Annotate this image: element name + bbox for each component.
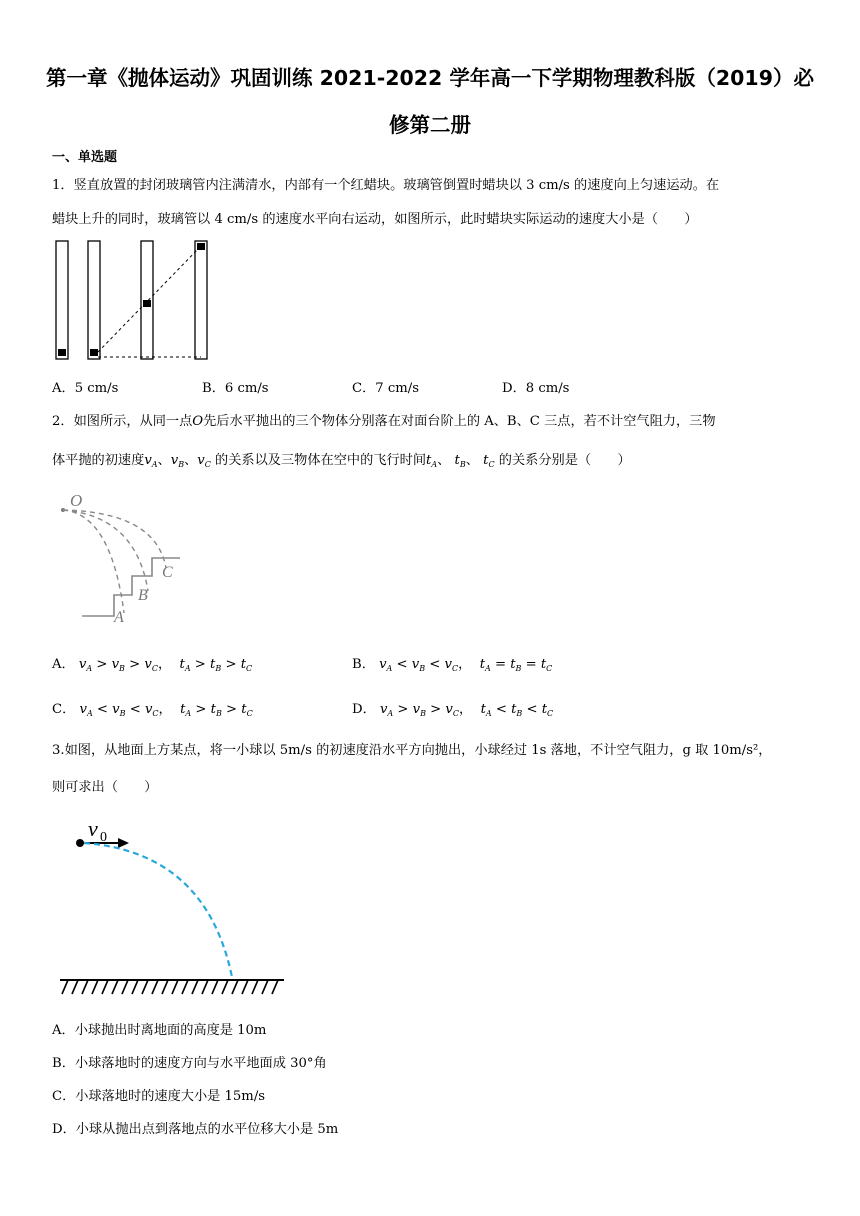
q3-text-line1: 3.如图，从地面上方某点，将一小球以 5m/s 的初速度沿水平方向抛出，小球经过 1s 落地，不计空气阻力，g 取 10m/s²， — [52, 743, 772, 758]
svg-text:v: v — [88, 816, 98, 841]
q2-option-c[interactable]: C． $v_A < v_B < v_C$， $t_A > t_B > t_C$ — [52, 702, 253, 718]
q1-option-c[interactable]: C．7 cm/s — [352, 381, 419, 396]
q3-option-d[interactable]: D．小球从抛出点到落地点的水平位移大小是 5m — [52, 1122, 339, 1137]
q1-option-d[interactable]: D．8 cm/s — [502, 381, 570, 396]
q2-option-a[interactable]: A． $v_A > v_B > v_C$， $t_A > t_B > t_C$ — [52, 657, 253, 673]
q2-option-b[interactable]: B． $v_A < v_B < v_C$， $t_A = t_B = t_C$ — [352, 657, 553, 673]
q3-option-b[interactable]: B．小球落地时的速度方向与水平地面成 30°角 — [52, 1056, 327, 1071]
doc-title-line1: 第一章《抛体运动》巩固训练 2021-2022 学年高一下学期物理教科版（2019）必 — [46, 66, 814, 90]
q3-figure-projectile — [56, 812, 292, 1002]
q2-option-d[interactable]: D． $v_A > v_B > v_C$， $t_A < t_B < t_C$ — [352, 702, 554, 718]
label-c: C — [162, 564, 173, 581]
q3-text-line2: 则可求出（ ） — [52, 780, 158, 795]
label-o: O — [70, 491, 83, 510]
svg-text:0: 0 — [100, 830, 107, 845]
doc-title-line2: 修第二册 — [389, 113, 471, 137]
section-heading: 一、单选题 — [52, 150, 118, 165]
q1-text-line1: 1．竖直放置的封闭玻璃管内注满清水，内部有一个红蜡块。玻璃管倒置时蜡块以 3 cm/s 的速度向上匀速运动。在 — [52, 178, 720, 193]
q1-figure-tubes — [52, 238, 222, 364]
label-a: A — [114, 609, 124, 626]
q2-text-line2: 体平抛的初速度$v_A$、$v_B$、$v_C$ 的关系以及三物体在空中的飞行时间$t_A$、 $t_B$、 $t_C$ 的关系分别是（ ） — [52, 453, 631, 469]
label-b: B — [138, 587, 148, 604]
q1-option-a[interactable]: A．5 cm/s — [52, 381, 119, 396]
q2-figure-steps — [56, 486, 192, 626]
q1-text-line2: 蜡块上升的同时，玻璃管以 4 cm/s 的速度水平向右运动，如图所示，此时蜡块实际运动的速度大小是（ ） — [52, 212, 698, 227]
q3-option-a[interactable]: A．小球抛出时离地面的高度是 10m — [52, 1023, 267, 1038]
q3-option-c[interactable]: C．小球落地时的速度大小是 15m/s — [52, 1089, 266, 1104]
q2-text-line1: 2．如图所示，从同一点O先后水平抛出的三个物体分别落在对面台阶上的 A、B、C 三点，若不计空气阻力，三物 — [52, 414, 716, 429]
q1-option-b[interactable]: B．6 cm/s — [202, 381, 269, 396]
